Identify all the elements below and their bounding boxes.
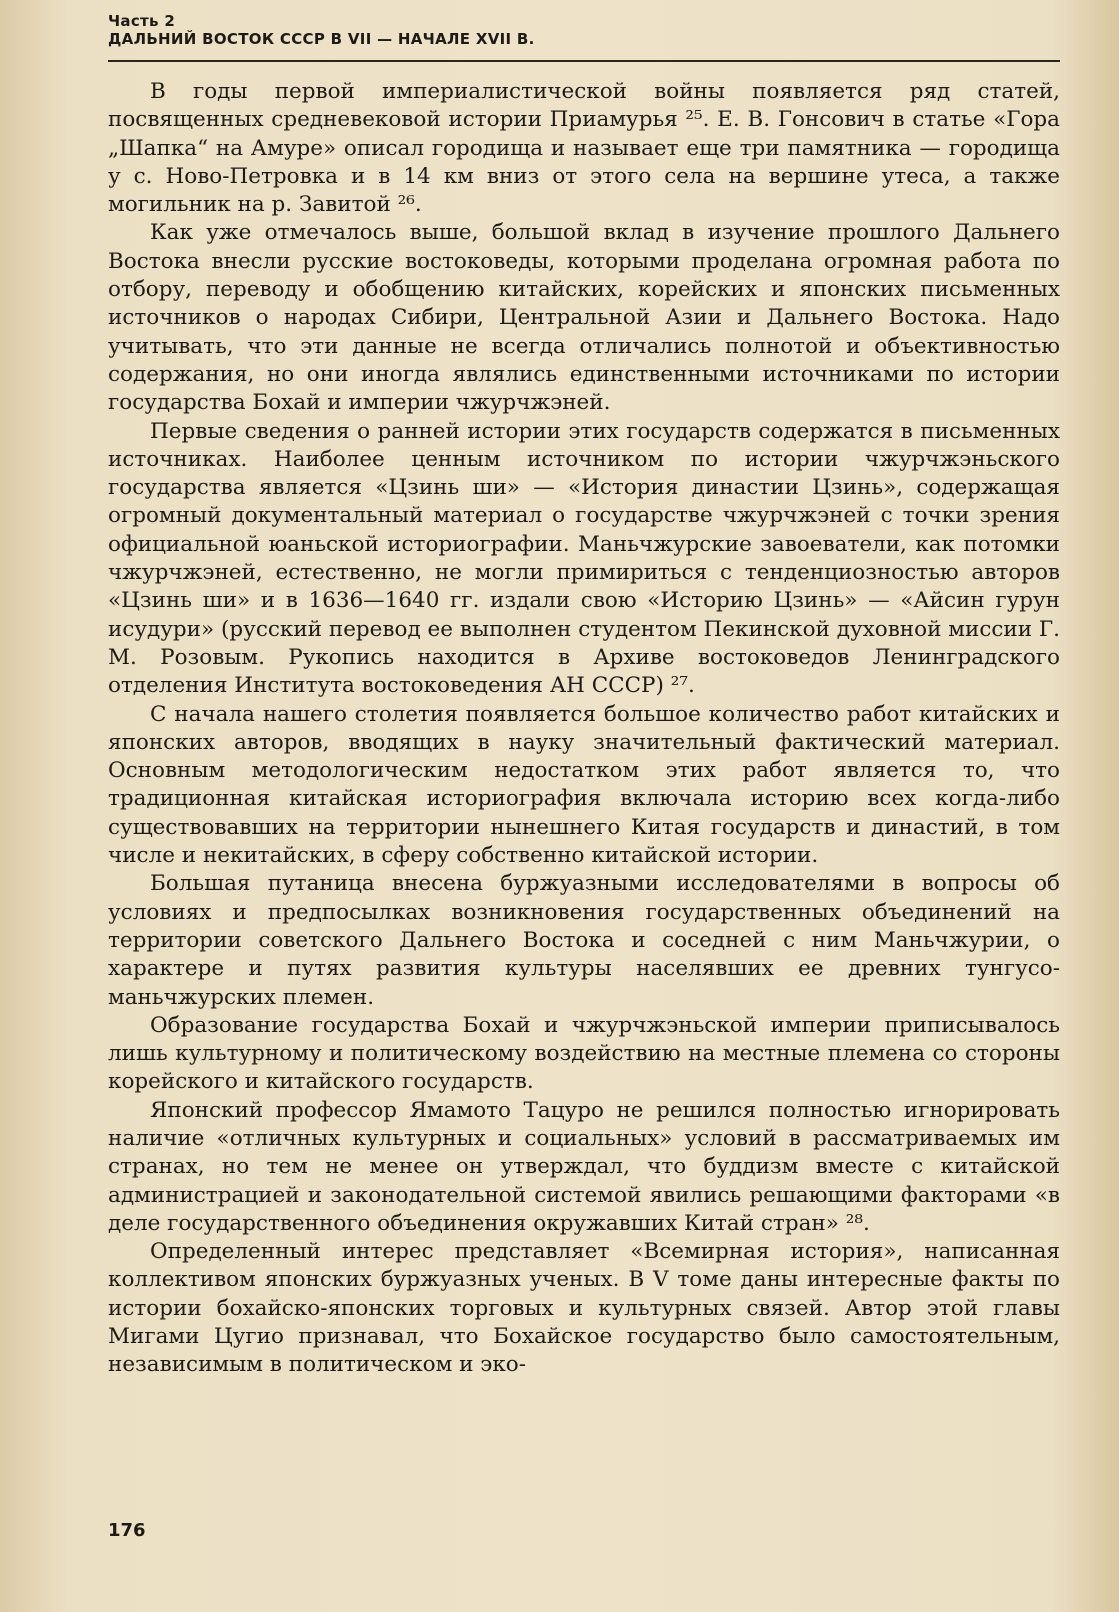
paragraph: Образование государства Бохай и чжурчжэньской империи приписывалось лишь культурному и политическому воздействию на местные племена со стороны корейского и китайского государств. xyxy=(108,1012,1060,1095)
page-number: 176 xyxy=(108,1520,146,1541)
header-part: Часть 2 xyxy=(108,12,176,30)
paragraph: Определенный интерес представляет «Всемирная история», написанная коллективом японских буржуазных ученых. В V томе даны интересные факты по истории бохайско-японских торговых и культурных связей. Автор этой главы Мигами Цугио признавал, что Бохайское государство было самостоятельным, независимым в политическом и эко- xyxy=(108,1239,1060,1378)
paragraph: В годы первой империалистической войны появляется ряд статей, посвященных средневековой истории Приамурья ²⁵. Е. В. Гонсович в статье «Гора „Шапка“ на Амуре» описал городища и называет еще три памятника — городища у с. Ново-Петровка и в 14 км вниз от этого села на вершине утеса, а также могильник на р. Завитой ²⁶. xyxy=(108,79,1060,218)
running-header xyxy=(108,12,1060,48)
header-rule xyxy=(108,60,1060,62)
body-text xyxy=(108,78,1060,1380)
paragraph: Большая путаница внесена буржуазными исследователями в вопросы об условиях и предпосылках возникновения государственных объединений на территории советского Дальнего Востока и соседней с ним Маньчжурии, о характере и путях развития культуры населявших ее древних тунгусо-маньчжурских племен. xyxy=(108,871,1060,1010)
paragraph: С начала нашего столетия появляется большое количество работ китайских и японских авторов, вводящих в науку значительный фактический материал. Основным методологическим недостатком этих работ является то, что традиционная китайская историография включала историю всех когда-либо существовавших на территории нынешнего Китая государств и династий, в том числе и некитайских, в сферу собственно китайской истории. xyxy=(108,701,1060,869)
header-title: ДАЛЬНИЙ ВОСТОК СССР В VII — НАЧАЛЕ XVII В. xyxy=(108,30,535,48)
paragraph: Японский профессор Ямамото Тацуро не решился полностью игнорировать наличие «отличных культурных и социальных» условий в рассматриваемых им странах, но тем не менее он утверждал, что буддизм вместе с китайской администрацией и законодательной системой явились решающими факторами «в деле государственного объединения окружавших Китай стран» ²⁸. xyxy=(108,1097,1060,1236)
paragraph: Первые сведения о ранней истории этих государств содержатся в письменных источниках. Наиболее ценным источником по истории чжурчжэньского государства является «Цзинь ши» — «История династии Цзинь», содержащая огромный документальный материал о государстве чжурчжэней с точки зрения официальной юаньской историографии. Маньчжурские завоеватели, как потомки чжурчжэней, естественно, не могли примириться с тенденциозностью авторов «Цзинь ши» и в 1636—1640 гг. издали свою «Историю Цзинь» — «Айсин гурун исудури» (русский перевод ее выполнен студентом Пекинской духовной миссии Г. М. Розовым. Рукопись находится в Архиве востоковедов Ленинградского отделения Института востоковедения АН СССР) ²⁷. xyxy=(108,418,1060,699)
paragraph: Как уже отмечалось выше, большой вклад в изучение прошлого Дальнего Востока внесли русские востоковеды, которыми проделана огромная работа по отбору, переводу и обобщению китайских, корейских и японских письменных источников о народах Сибири, Центральной Азии и Дальнего Востока. Надо учитывать, что эти данные не всегда отличались полнотой и объективностью содержания, но они иногда являлись единственными источниками по истории государства Бохай и империи чжурчжэней. xyxy=(108,220,1060,416)
